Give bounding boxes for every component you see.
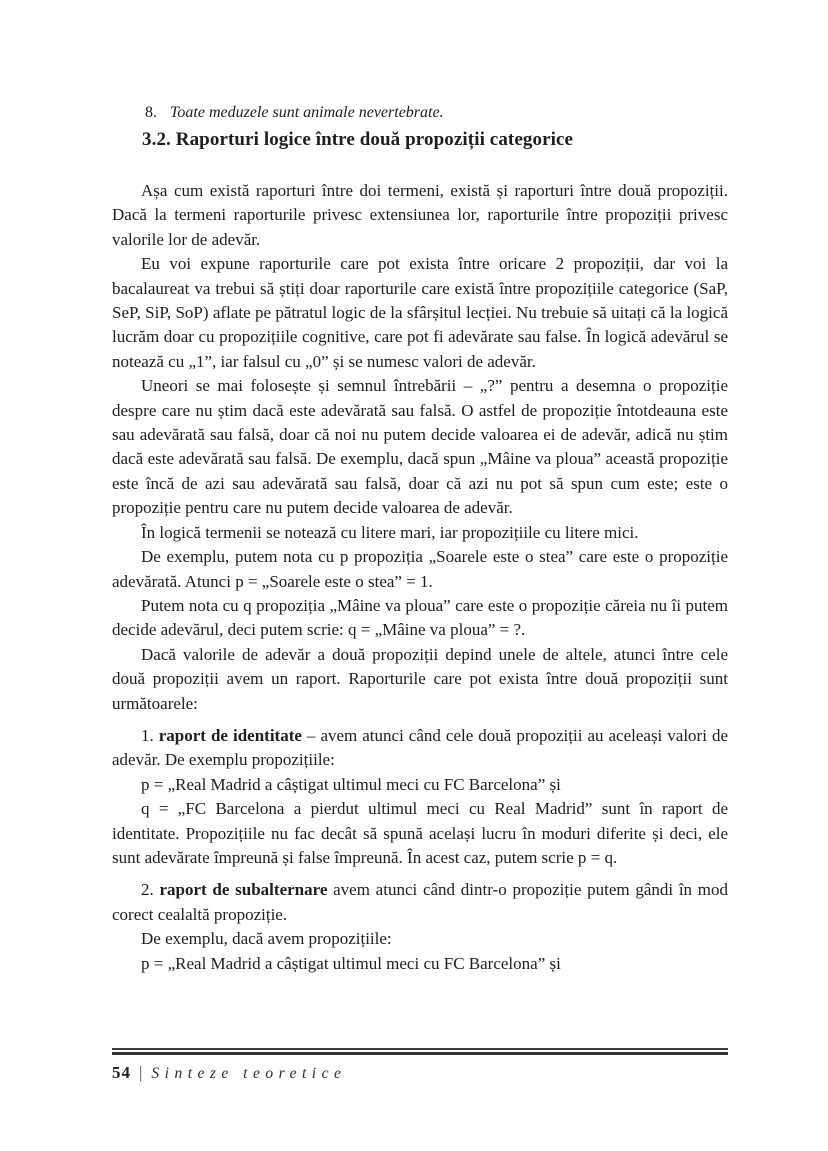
example-line-p1: p = „Real Madrid a câștigat ultimul meci cu FC Barcelona” și (141, 774, 561, 794)
paragraph-4: În logică termenii se notează cu litere mari, iar propozițiile cu litere mici. (141, 522, 639, 542)
item-2-term: raport de subalternare (159, 880, 328, 900)
item-2-rest: avem atunci când dintr-o propoziție putem gândi în mod corect cealaltă propoziție. (112, 880, 729, 924)
page-number: 54 (112, 1062, 131, 1082)
item-1-rest: – avem atunci când cele două propoziții au aceleași valori de adevăr. De exemplu propozițiile: (112, 725, 728, 770)
numbered-item-1 (112, 724, 728, 773)
content-area (112, 101, 728, 976)
numbered-item-2 (112, 878, 728, 927)
paragraph-7: Dacă valorile de adevăr a două propoziții depind unele de altele, atunci între cele două propoziții avem un raport. Raporturile care pot exista între două propoziții sunt următoarele: (112, 644, 728, 713)
intro-list-item-8 (112, 101, 728, 124)
paragraph-6: Putem nota cu q propoziția „Mâine va ploua” care este o propoziție căreia nu îi putem decide adevărul, deci putem scrie: q = „Mâine va ploua” = ?. (112, 595, 728, 640)
paragraph-3: Uneori se mai folosește și semnul întrebării – „?” pentru a desemna o propoziție despre care nu știm dacă este adevărată sau falsă. O astfel de propoziție întotdeauna este sau adevărată sau falsă, doar că noi nu putem decide valoarea ei de adevăr, adică nu știm dacă este adevărată sau falsă. De exemplu, dacă spun „Mâine va ploua” această propoziție este încă de azi sau adevărată sau falsă, doar că azi nu pot să spun cum este; este o propoziție pentru care nu putem decide valoarea de adevăr. (112, 376, 728, 518)
example-paragraph-q: q = „FC Barcelona a pierdut ultimul meci cu Real Madrid” sunt în raport de identitate. Propozițiile nu fac decât să spună același lucru în moduri diferite și deci, ele sunt adevărate împreună și false împreună. În acest caz, putem scrie p = q. (112, 799, 728, 867)
example-intro-line: De exemplu, dacă avem propozițiile: (141, 929, 392, 949)
footer-text (112, 1063, 728, 1083)
footer-separator: | (139, 1062, 143, 1082)
example-line-p2: p = „Real Madrid a câștigat ultimul meci cu FC Barcelona” și (141, 953, 561, 973)
page-footer (112, 1048, 728, 1083)
book-title: Sinteze teoretice (151, 1064, 347, 1082)
list-item-text: Toate meduzele sunt animale nevertebrate. (170, 104, 444, 121)
footer-rule-thick (112, 1052, 728, 1055)
paragraph-2: Eu voi expune raporturile care pot exista între oricare 2 propoziții, dar voi la bacalaureat va trebui să știți doar raporturile care există între propozițiile categorice (SaP, SeP, SiP, SoP) aflate pe pătratul logic de la sfârșitul lecției. Nu trebuie să uitați că la logică lucrăm doar cu propozițiile cognitive, care pot fi adevărate sau false. În logică adevărul se notează cu „1”, iar falsul cu „0” și se numesc valori de adevăr. (112, 254, 728, 371)
item-1-number: 1. (141, 725, 159, 745)
footer-rule-thin (112, 1048, 728, 1050)
list-item-number: 8. (145, 104, 157, 121)
item-2-number: 2. (141, 880, 160, 900)
paragraph-5: De exemplu, putem nota cu p propoziția „Soarele este o stea” care este o propoziție adevărată. Atunci p = „Soarele este o stea” = 1. (112, 547, 728, 591)
section-heading: 3.2. Raporturi logice între două propoziții categorice (142, 129, 574, 150)
paragraph-1: Așa cum există raporturi între doi termeni, există și raporturi între două propoziții. Dacă la termeni raporturile privesc extensiunea lor, raporturile între propoziții privesc valorile lor de adevăr. (112, 181, 728, 249)
item-1-term: raport de identitate (158, 725, 302, 745)
